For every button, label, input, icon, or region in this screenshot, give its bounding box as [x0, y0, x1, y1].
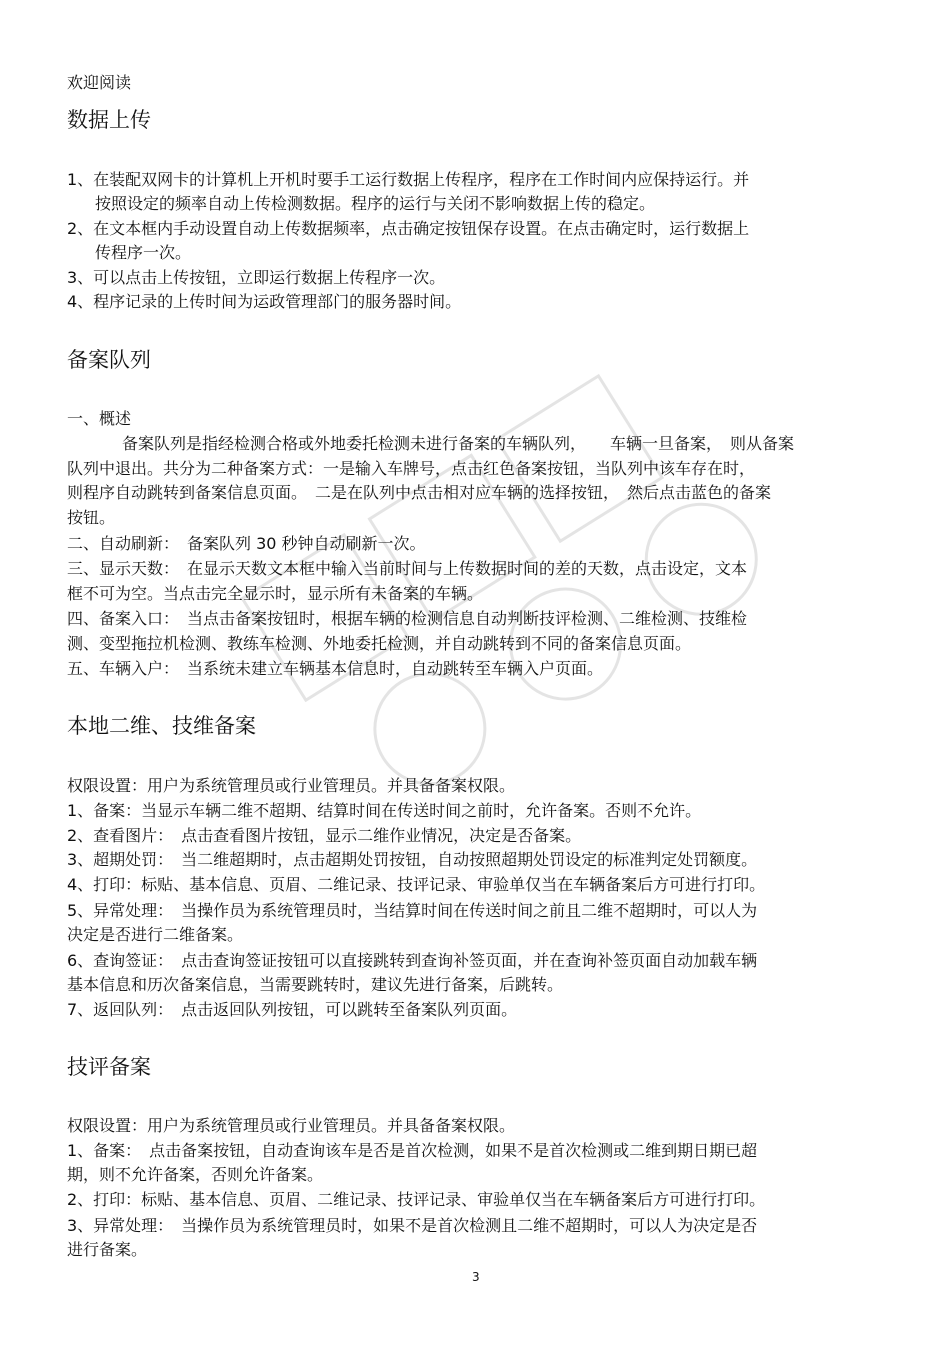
- paragraph-line: 备案队列是指经检测合格或外地委托检测未进行备案的车辆队列， 车辆一旦备案， 则从备案: [122, 434, 795, 453]
- paragraph-line: 基本信息和历次备案信息，当需要跳转时，建议先进行备案，后跳转。: [67, 975, 564, 994]
- paragraph-line: 决定是否进行二维备案。: [67, 925, 244, 944]
- paragraph-line: 测、变型拖拉机检测、教练车检测、外地委托检测，并自动跳转到不同的备案信息页面。: [67, 634, 692, 653]
- paragraph-line: 期，则不允许备案，否则允许备案。: [67, 1165, 324, 1184]
- paragraph-line: 按钮。: [67, 508, 116, 527]
- paragraph-line: 按照设定的频率自动上传检测数据。程序的运行与关闭不影响数据上传的稳定。: [95, 194, 656, 213]
- section-title: 备案队列: [67, 348, 151, 372]
- paragraph-line: 4、程序记录的上传时间为运政管理部门的服务器时间。: [67, 292, 462, 311]
- paragraph-line: 五、车辆入户： 当系统未建立车辆基本信息时，自动跳转至车辆入户页面。: [67, 659, 604, 678]
- paragraph-line: 队列中退出。共分为二种备案方式：一是输入车牌号，点击红色备案按钮，当队列中该车存在时，: [67, 459, 756, 478]
- paragraph-line: 1、备案： 点击备案按钮，自动查询该车是否是首次检测，如果不是首次检测或二维到期日期已超: [67, 1141, 758, 1160]
- page-number: 3: [472, 1270, 480, 1284]
- paragraph-line: 权限设置：用户为系统管理员或行业管理员。并具备备案权限。: [67, 1116, 516, 1135]
- paragraph-line: 四、备案入口： 当点击备案按钮时，根据车辆的检测信息自动判断技评检测、二维检测、技维检: [67, 609, 748, 628]
- paragraph-line: 3、异常处理： 当操作员为系统管理员时，如果不是首次检测且二维不超期时，可以人为决定是否: [67, 1216, 758, 1235]
- paragraph-line: 传程序一次。: [95, 243, 192, 262]
- paragraph-line: 则程序自动跳转到备案信息页面。 二是在队列中点击相对应车辆的选择按钮， 然后点击蓝色的备案: [67, 483, 772, 502]
- paragraph-line: 二、自动刷新： 备案队列 30 秒钟自动刷新一次。: [67, 534, 426, 553]
- paragraph-line: 7、返回队列： 点击返回队列按钮，可以跳转至备案队列页面。: [67, 1000, 518, 1019]
- paragraph-line: 权限设置：用户为系统管理员或行业管理员。并具备备案权限。: [67, 776, 516, 795]
- paragraph-line: 5、异常处理： 当操作员为系统管理员时，当结算时间在传送时间之前且二维不超期时，可以人为: [67, 901, 758, 920]
- paragraph-line: 6、查询签证： 点击查询签证按钮可以直接跳转到查询补签页面，并在查询补签页面自动加载车辆: [67, 951, 758, 970]
- paragraph-line: 1、备案：当显示车辆二维不超期、结算时间在传送时间之前时，允许备案。否则不允许。: [67, 801, 702, 820]
- paragraph-line: 2、打印：标贴、基本信息、页眉、二维记录、技评记录、审验单仅当在车辆备案后方可进行打印。: [67, 1190, 766, 1209]
- paragraph-line: 1、在装配双网卡的计算机上开机时要手工运行数据上传程序，程序在工作时间内应保持运行。并: [67, 170, 750, 189]
- section-title: 技评备案: [67, 1055, 151, 1079]
- welcome-text: 欢迎阅读: [67, 73, 132, 92]
- paragraph-line: 三、显示天数： 在显示天数文本框中输入当前时间与上传数据时间的差的天数，点击设定，文本: [67, 559, 748, 578]
- paragraph-line: 框不可为空。当点击完全显示时，显示所有未备案的车辆。: [67, 584, 484, 603]
- paragraph-line: 3、超期处罚： 当二维超期时，点击超期处罚按钮，自动按照超期处罚设定的标准判定处罚额度。: [67, 850, 758, 869]
- paragraph-line: 一、概述: [67, 409, 132, 428]
- section-title: 数据上传: [67, 108, 151, 132]
- paragraph-line: 2、查看图片： 点击查看图片按钮，显示二维作业情况，决定是否备案。: [67, 826, 582, 845]
- paragraph-line: 4、打印：标贴、基本信息、页眉、二维记录、技评记录、审验单仅当在车辆备案后方可进行打印。: [67, 875, 766, 894]
- paragraph-line: 进行备案。: [67, 1240, 148, 1259]
- section-title: 本地二维、技维备案: [67, 714, 256, 738]
- paragraph-line: 2、在文本框内手动设置自动上传数据频率，点击确定按钮保存设置。在点击确定时，运行数据上: [67, 219, 750, 238]
- paragraph-line: 3、可以点击上传按钮，立即运行数据上传程序一次。: [67, 268, 446, 287]
